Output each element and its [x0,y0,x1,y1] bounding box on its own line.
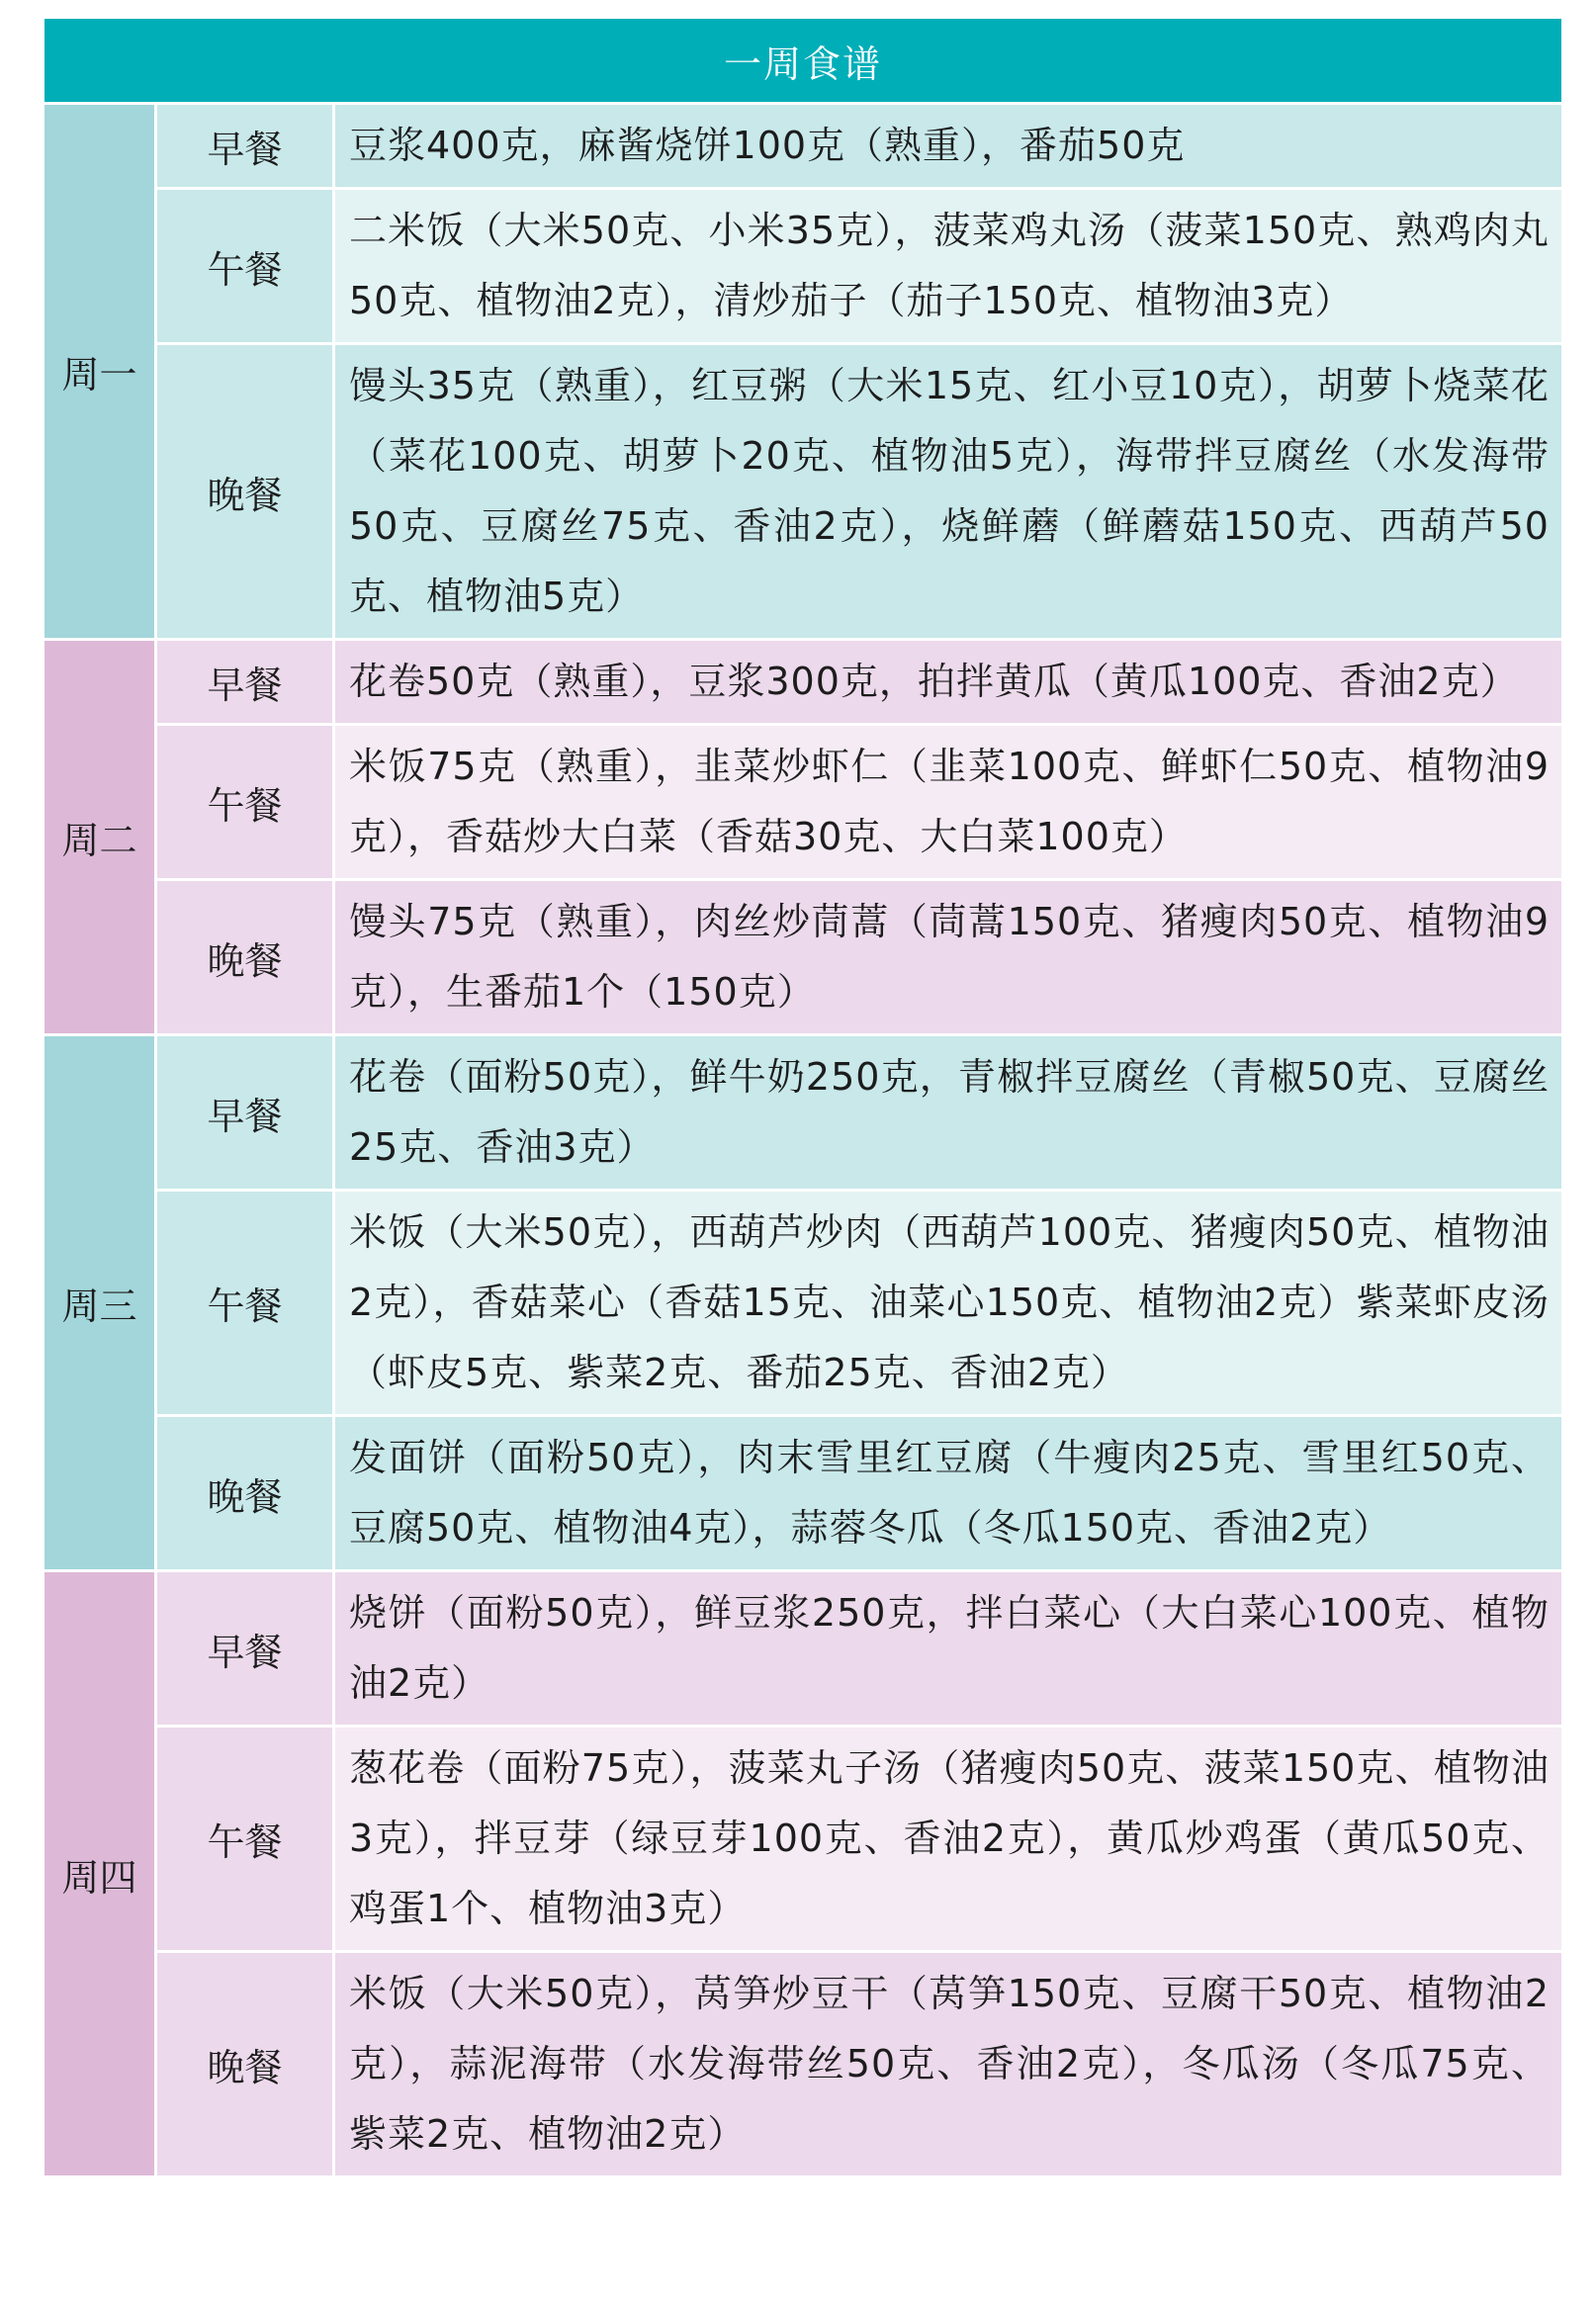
table-row [44,1727,1563,1952]
day-label: 周三 [44,1035,156,1571]
meal-label: 午餐 [156,1727,334,1952]
table-row [44,1952,1563,2177]
meal-label: 午餐 [156,1191,334,1416]
meal-label: 午餐 [156,725,334,880]
meal-content: 米饭（大米50克），莴笋炒豆干（莴笋150克、豆腐干50克、植物油2克），蒜泥海带（水发海带丝50克、香油2克），冬瓜汤（冬瓜75克、紫菜2克、植物油2克） [334,1952,1563,2177]
table-row [44,344,1563,640]
menu-table-container [42,16,1564,2178]
meal-content: 米饭75克（熟重），韭菜炒虾仁（韭菜100克、鲜虾仁50克、植物油9克），香菇炒大白菜（香菇30克、大白菜100克） [334,725,1563,880]
table-row [44,1035,1563,1191]
meal-content: 葱花卷（面粉75克），菠菜丸子汤（猪瘦肉50克、菠菜150克、植物油3克），拌豆芽（绿豆芽100克、香油2克），黄瓜炒鸡蛋（黄瓜50克、鸡蛋1个、植物油3克） [334,1727,1563,1952]
meal-content: 花卷（面粉50克），鲜牛奶250克，青椒拌豆腐丝（青椒50克、豆腐丝25克、香油3克） [334,1035,1563,1191]
meal-content: 烧饼（面粉50克），鲜豆浆250克，拌白菜心（大白菜心100克、植物油2克） [334,1571,1563,1727]
weekly-menu-table [42,16,1564,2178]
meal-content: 馒头75克（熟重），肉丝炒茼蒿（茼蒿150克、猪瘦肉50克、植物油9克），生番茄1个（150克） [334,880,1563,1035]
day-label: 周一 [44,104,156,640]
table-row [44,189,1563,344]
meal-content: 二米饭（大米50克、小米35克），菠菜鸡丸汤（菠菜150克、熟鸡肉丸50克、植物油2克），清炒茄子（茄子150克、植物油3克） [334,189,1563,344]
meal-label: 晚餐 [156,1416,334,1571]
meal-label: 早餐 [156,104,334,189]
meal-label: 早餐 [156,1035,334,1191]
table-row [44,1191,1563,1416]
meal-label: 晚餐 [156,344,334,640]
day-label: 周四 [44,1571,156,2177]
meal-label: 午餐 [156,189,334,344]
meal-label: 早餐 [156,640,334,725]
meal-content: 花卷50克（熟重），豆浆300克，拍拌黄瓜（黄瓜100克、香油2克） [334,640,1563,725]
meal-label: 早餐 [156,1571,334,1727]
meal-content: 豆浆400克，麻酱烧饼100克（熟重），番茄50克 [334,104,1563,189]
day-label: 周二 [44,640,156,1035]
table-row [44,880,1563,1035]
table-row [44,1416,1563,1571]
meal-content: 米饭（大米50克），西葫芦炒肉（西葫芦100克、猪瘦肉50克、植物油2克），香菇菜心（香菇15克、油菜心150克、植物油2克）紫菜虾皮汤（虾皮5克、紫菜2克、番茄25克、香油2克） [334,1191,1563,1416]
table-row [44,1571,1563,1727]
table-row [44,104,1563,189]
meal-label: 晚餐 [156,880,334,1035]
meal-content: 馒头35克（熟重），红豆粥（大米15克、红小豆10克），胡萝卜烧菜花（菜花100克、胡萝卜20克、植物油5克），海带拌豆腐丝（水发海带50克、豆腐丝75克、香油2克），烧鲜蘑（鲜蘑菇150克、西葫芦50克、植物油5克） [334,344,1563,640]
table-title: 一周食谱 [44,18,1563,104]
meal-content: 发面饼（面粉50克），肉末雪里红豆腐（牛瘦肉25克、雪里红50克、豆腐50克、植物油4克），蒜蓉冬瓜（冬瓜150克、香油2克） [334,1416,1563,1571]
table-row [44,640,1563,725]
table-row [44,725,1563,880]
meal-label: 晚餐 [156,1952,334,2177]
